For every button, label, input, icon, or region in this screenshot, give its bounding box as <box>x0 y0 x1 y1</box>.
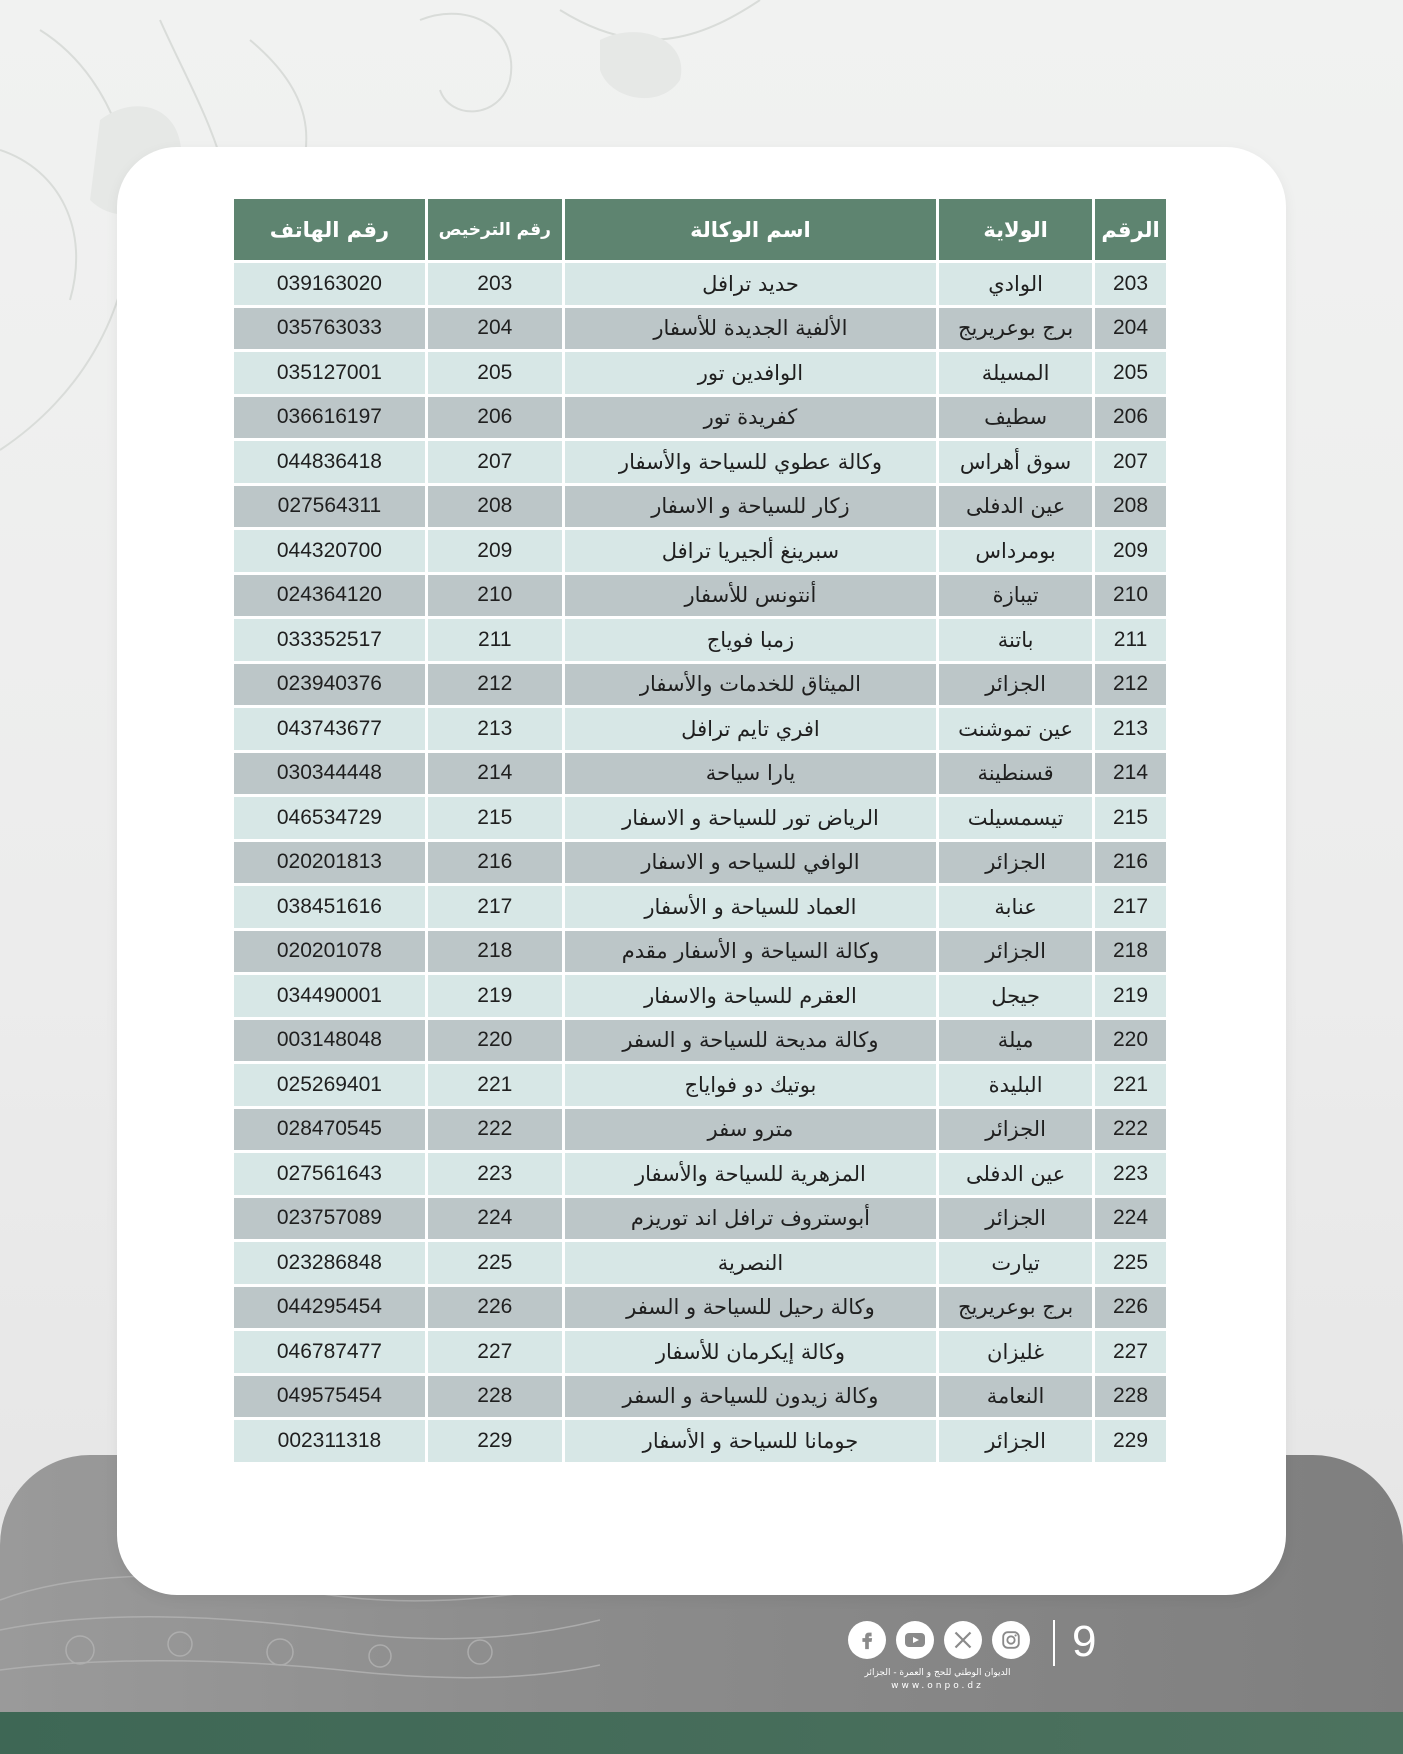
cell-agency-name: وكالة السياحة و الأسفار مقدم <box>565 931 936 973</box>
cell-agency-name: النصرية <box>565 1242 936 1284</box>
cell-wilaya: برج بوعريريج <box>939 308 1092 350</box>
table-row <box>234 1331 1166 1373</box>
cell-phone-number: 043743677 <box>234 708 425 750</box>
footer-divider <box>1053 1620 1055 1666</box>
cell-wilaya: عين الدفلى <box>939 486 1092 528</box>
table-row <box>234 842 1166 884</box>
cell-license-number: 215 <box>428 797 562 839</box>
cell-license-number: 220 <box>428 1020 562 1062</box>
cell-number: 228 <box>1095 1376 1166 1418</box>
cell-number: 208 <box>1095 486 1166 528</box>
table-row <box>234 753 1166 795</box>
cell-wilaya: سطيف <box>939 397 1092 439</box>
cell-number: 224 <box>1095 1198 1166 1240</box>
cell-number: 213 <box>1095 708 1166 750</box>
cell-number: 203 <box>1095 263 1166 305</box>
table-row <box>234 308 1166 350</box>
cell-number: 210 <box>1095 575 1166 617</box>
header-license-number: رقم الترخيص <box>428 199 562 260</box>
table-row <box>234 263 1166 305</box>
cell-phone-number: 035127001 <box>234 352 425 394</box>
cell-license-number: 206 <box>428 397 562 439</box>
cell-phone-number: 028470545 <box>234 1109 425 1151</box>
cell-number: 217 <box>1095 886 1166 928</box>
cell-wilaya: جيجل <box>939 975 1092 1017</box>
cell-license-number: 209 <box>428 530 562 572</box>
cell-phone-number: 044320700 <box>234 530 425 572</box>
cell-number: 205 <box>1095 352 1166 394</box>
cell-number: 207 <box>1095 441 1166 483</box>
table-row <box>234 708 1166 750</box>
cell-wilaya: الجزائر <box>939 842 1092 884</box>
table-row <box>234 397 1166 439</box>
cell-number: 221 <box>1095 1064 1166 1106</box>
cell-license-number: 224 <box>428 1198 562 1240</box>
table-row <box>234 1287 1166 1329</box>
cell-number: 219 <box>1095 975 1166 1017</box>
cell-agency-name: أبوستروف ترافل اند توريزم <box>565 1198 936 1240</box>
cell-license-number: 221 <box>428 1064 562 1106</box>
cell-phone-number: 023757089 <box>234 1198 425 1240</box>
cell-agency-name: الميثاق للخدمات والأسفار <box>565 664 936 706</box>
cell-phone-number: 038451616 <box>234 886 425 928</box>
table-row <box>234 886 1166 928</box>
cell-wilaya: عين الدفلى <box>939 1153 1092 1195</box>
cell-wilaya: ميلة <box>939 1020 1092 1062</box>
table-row <box>234 575 1166 617</box>
cell-wilaya: المسيلة <box>939 352 1092 394</box>
facebook-icon[interactable] <box>848 1621 886 1659</box>
header-number: الرقم <box>1095 199 1166 260</box>
table-row <box>234 441 1166 483</box>
table-header-row <box>234 199 1166 260</box>
cell-number: 211 <box>1095 619 1166 661</box>
cell-license-number: 228 <box>428 1376 562 1418</box>
header-phone-number: رقم الهاتف <box>234 199 425 260</box>
cell-number: 214 <box>1095 753 1166 795</box>
cell-license-number: 216 <box>428 842 562 884</box>
cell-phone-number: 035763033 <box>234 308 425 350</box>
cell-number: 218 <box>1095 931 1166 973</box>
youtube-icon[interactable] <box>896 1621 934 1659</box>
cell-license-number: 223 <box>428 1153 562 1195</box>
cell-license-number: 210 <box>428 575 562 617</box>
page-footer <box>840 1618 1110 1693</box>
cell-wilaya: تيبازة <box>939 575 1092 617</box>
cell-agency-name: وكالة عطوي للسياحة والأسفار <box>565 441 936 483</box>
table-row <box>234 352 1166 394</box>
cell-agency-name: وكالة إيكرمان للأسفار <box>565 1331 936 1373</box>
agency-table <box>231 196 1169 1465</box>
cell-phone-number: 030344448 <box>234 753 425 795</box>
table-row <box>234 1153 1166 1195</box>
cell-phone-number: 046534729 <box>234 797 425 839</box>
page-number: 9 <box>1072 1617 1097 1666</box>
cell-phone-number: 020201078 <box>234 931 425 973</box>
table-row <box>234 975 1166 1017</box>
cell-wilaya: قسنطينة <box>939 753 1092 795</box>
cell-license-number: 208 <box>428 486 562 528</box>
cell-license-number: 205 <box>428 352 562 394</box>
cell-number: 220 <box>1095 1020 1166 1062</box>
cell-agency-name: سبرينغ ألجيريا ترافل <box>565 530 936 572</box>
website-url[interactable]: www.onpo.dz <box>891 1681 984 1691</box>
cell-number: 225 <box>1095 1242 1166 1284</box>
x-icon[interactable] <box>944 1621 982 1659</box>
table-row <box>234 797 1166 839</box>
cell-phone-number: 034490001 <box>234 975 425 1017</box>
cell-number: 209 <box>1095 530 1166 572</box>
cell-agency-name: وكالة زيدون للسياحة و السفر <box>565 1376 936 1418</box>
cell-phone-number: 024364120 <box>234 575 425 617</box>
cell-number: 226 <box>1095 1287 1166 1329</box>
cell-wilaya: النعامة <box>939 1376 1092 1418</box>
cell-phone-number: 003148048 <box>234 1020 425 1062</box>
cell-wilaya: برج بوعريريج <box>939 1287 1092 1329</box>
cell-agency-name: الوافدين تور <box>565 352 936 394</box>
cell-number: 215 <box>1095 797 1166 839</box>
cell-license-number: 214 <box>428 753 562 795</box>
table-row <box>234 664 1166 706</box>
cell-wilaya: سوق أهراس <box>939 441 1092 483</box>
cell-license-number: 211 <box>428 619 562 661</box>
cell-license-number: 204 <box>428 308 562 350</box>
cell-agency-name: أنتونس للأسفار <box>565 575 936 617</box>
cell-wilaya: الجزائر <box>939 1420 1092 1462</box>
cell-agency-name: الوافي للسياحه و الاسفار <box>565 842 936 884</box>
cell-wilaya: الوادي <box>939 263 1092 305</box>
cell-wilaya: الجزائر <box>939 931 1092 973</box>
table-row <box>234 486 1166 528</box>
cell-wilaya: الجزائر <box>939 1109 1092 1151</box>
cell-license-number: 226 <box>428 1287 562 1329</box>
header-wilaya: الولاية <box>939 199 1092 260</box>
table-row <box>234 619 1166 661</box>
cell-license-number: 213 <box>428 708 562 750</box>
cell-number: 204 <box>1095 308 1166 350</box>
cell-license-number: 222 <box>428 1109 562 1151</box>
cell-agency-name: الرياض تور للسياحة و الاسفار <box>565 797 936 839</box>
cell-wilaya: الجزائر <box>939 664 1092 706</box>
cell-license-number: 203 <box>428 263 562 305</box>
cell-agency-name: العقرم للسياحة والاسفار <box>565 975 936 1017</box>
cell-license-number: 218 <box>428 931 562 973</box>
cell-wilaya: تيارت <box>939 1242 1092 1284</box>
cell-number: 216 <box>1095 842 1166 884</box>
cell-license-number: 212 <box>428 664 562 706</box>
cell-phone-number: 044295454 <box>234 1287 425 1329</box>
cell-phone-number: 049575454 <box>234 1376 425 1418</box>
table-row <box>234 1376 1166 1418</box>
cell-agency-name: جومانا للسياحة و الأسفار <box>565 1420 936 1462</box>
cell-number: 206 <box>1095 397 1166 439</box>
cell-agency-name: افري تايم ترافل <box>565 708 936 750</box>
cell-phone-number: 020201813 <box>234 842 425 884</box>
cell-phone-number: 023940376 <box>234 664 425 706</box>
table-row <box>234 530 1166 572</box>
cell-agency-name: الألفية الجديدة للأسفار <box>565 308 936 350</box>
cell-phone-number: 039163020 <box>234 263 425 305</box>
table-row <box>234 1020 1166 1062</box>
cell-phone-number: 002311318 <box>234 1420 425 1462</box>
cell-number: 227 <box>1095 1331 1166 1373</box>
cell-phone-number: 036616197 <box>234 397 425 439</box>
table-row <box>234 1198 1166 1240</box>
cell-number: 223 <box>1095 1153 1166 1195</box>
cell-phone-number: 027561643 <box>234 1153 425 1195</box>
table-body <box>234 263 1166 1462</box>
cell-phone-number: 023286848 <box>234 1242 425 1284</box>
table-row <box>234 1064 1166 1106</box>
cell-wilaya: تيسمسيلت <box>939 797 1092 839</box>
cell-wilaya: الجزائر <box>939 1198 1092 1240</box>
cell-number: 229 <box>1095 1420 1166 1462</box>
cell-agency-name: المزهرية للسياحة والأسفار <box>565 1153 936 1195</box>
cell-wilaya: باتنة <box>939 619 1092 661</box>
header-agency-name: اسم الوكالة <box>565 199 936 260</box>
cell-wilaya: البليدة <box>939 1064 1092 1106</box>
footer-green-bar <box>0 1712 1403 1754</box>
cell-phone-number: 044836418 <box>234 441 425 483</box>
cell-agency-name: كفريدة تور <box>565 397 936 439</box>
cell-phone-number: 033352517 <box>234 619 425 661</box>
cell-agency-name: زمبا فوياج <box>565 619 936 661</box>
cell-number: 222 <box>1095 1109 1166 1151</box>
cell-license-number: 225 <box>428 1242 562 1284</box>
cell-wilaya: بومرداس <box>939 530 1092 572</box>
cell-license-number: 229 <box>428 1420 562 1462</box>
cell-agency-name: وكالة رحيل للسياحة و السفر <box>565 1287 936 1329</box>
cell-agency-name: زكار للسياحة و الاسفار <box>565 486 936 528</box>
cell-wilaya: غليزان <box>939 1331 1092 1373</box>
cell-agency-name: يارا سياحة <box>565 753 936 795</box>
cell-license-number: 227 <box>428 1331 562 1373</box>
table-row <box>234 931 1166 973</box>
cell-license-number: 207 <box>428 441 562 483</box>
cell-agency-name: وكالة مديحة للسياحة و السفر <box>565 1020 936 1062</box>
table-row <box>234 1109 1166 1151</box>
table-row <box>234 1420 1166 1462</box>
cell-license-number: 219 <box>428 975 562 1017</box>
cell-number: 212 <box>1095 664 1166 706</box>
cell-agency-name: حديد ترافل <box>565 263 936 305</box>
cell-agency-name: مترو سفر <box>565 1109 936 1151</box>
cell-license-number: 217 <box>428 886 562 928</box>
instagram-icon[interactable] <box>992 1621 1030 1659</box>
organization-name: الديوان الوطني للحج و العمرة - الجزائر <box>864 1668 1011 1678</box>
cell-wilaya: عين تموشنت <box>939 708 1092 750</box>
cell-agency-name: العماد للسياحة و الأسفار <box>565 886 936 928</box>
table-row <box>234 1242 1166 1284</box>
cell-wilaya: عنابة <box>939 886 1092 928</box>
cell-phone-number: 027564311 <box>234 486 425 528</box>
cell-phone-number: 046787477 <box>234 1331 425 1373</box>
cell-agency-name: بوتيك دو فواياج <box>565 1064 936 1106</box>
cell-phone-number: 025269401 <box>234 1064 425 1106</box>
